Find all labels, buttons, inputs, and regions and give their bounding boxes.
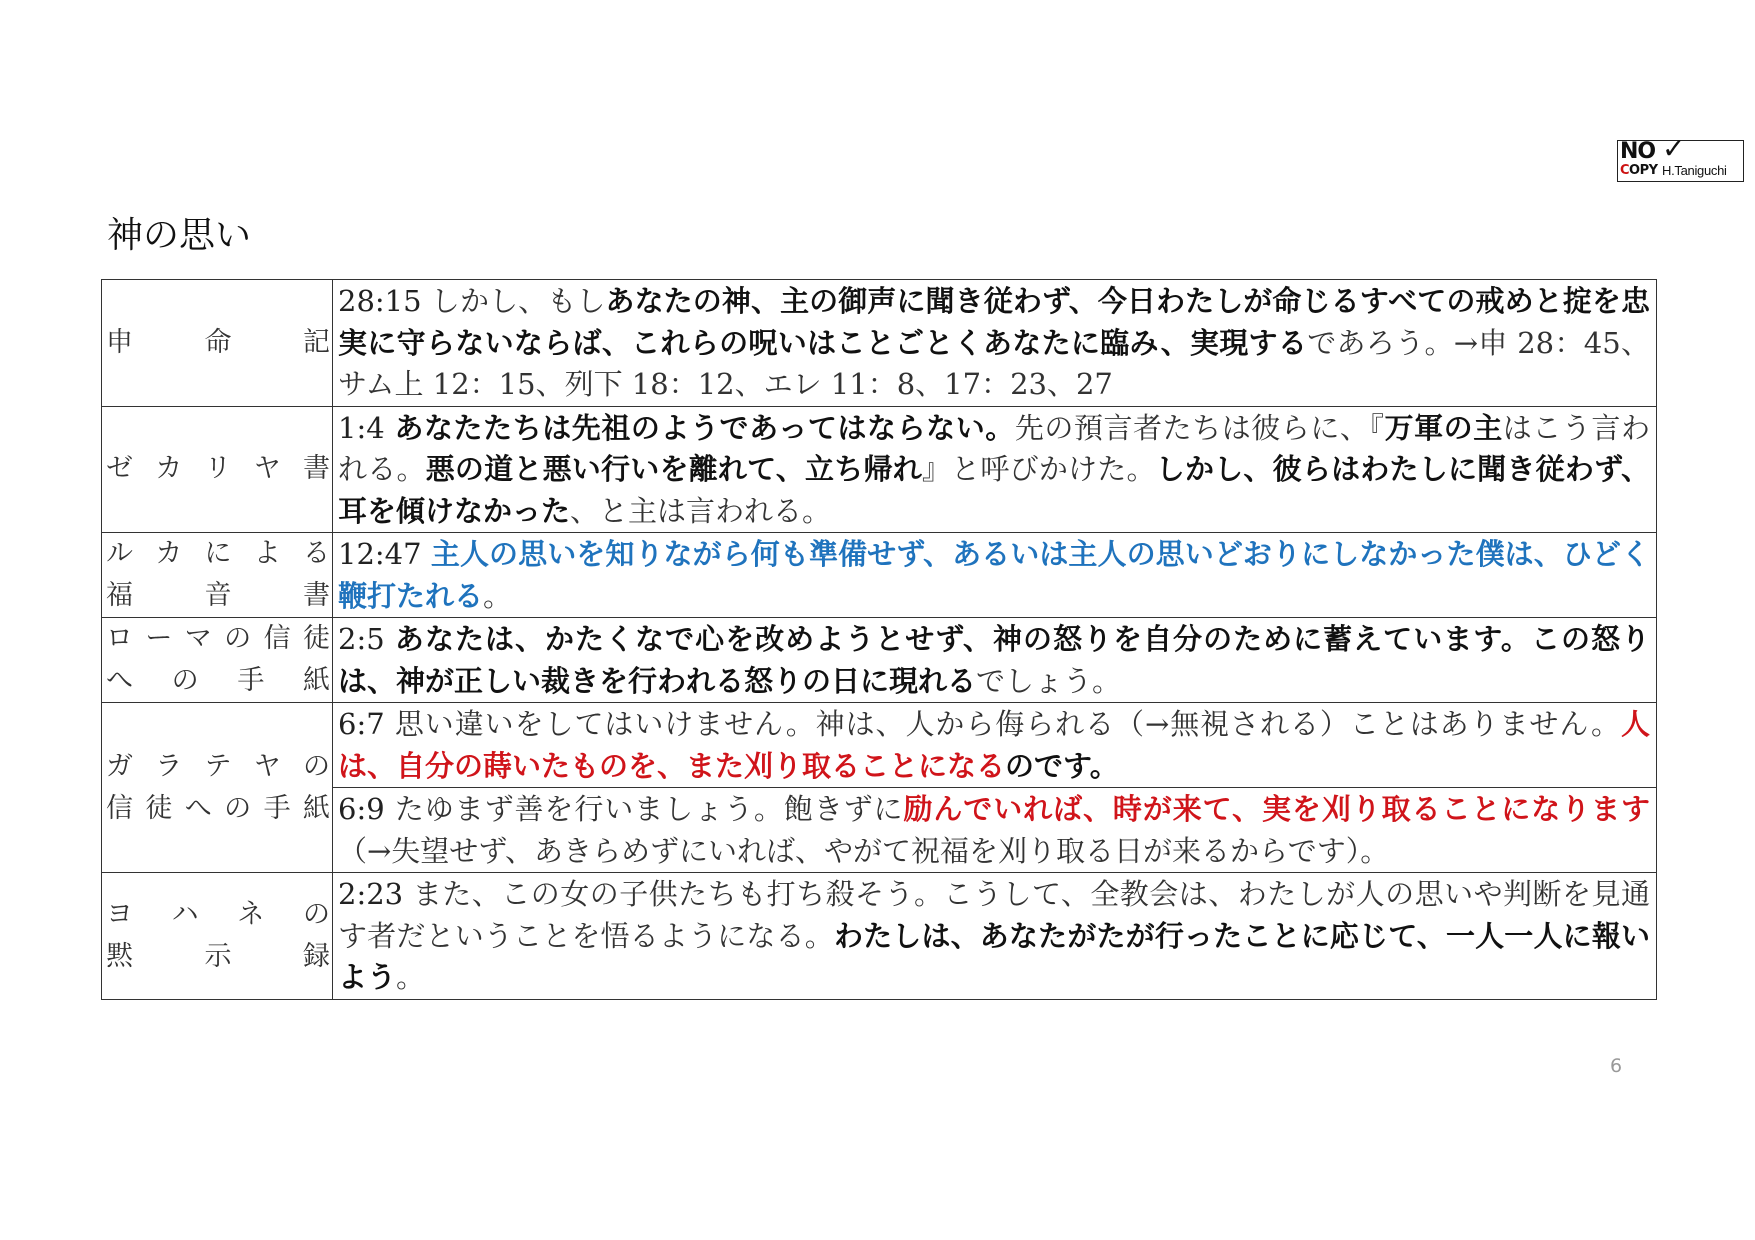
book-cell [102, 703, 333, 873]
book-name-char: る [303, 538, 330, 569]
verse-reference: 6:9 [338, 792, 395, 826]
logo-no-text: NO [1620, 139, 1656, 164]
book-name-char: ハ [171, 898, 199, 930]
book-name-line [102, 322, 332, 364]
verse-reference: 28:15 [338, 284, 431, 318]
book-name-line [102, 894, 332, 936]
verse-text-segment: 。 [396, 960, 426, 994]
verse-cell [333, 533, 1657, 618]
book-name-line [102, 660, 332, 702]
verse-cell [333, 280, 1657, 407]
book-name-char: ネ [237, 898, 265, 930]
verse-text-segment: 、と主は言われる。 [570, 493, 832, 528]
verse-text-segment: 万軍の主 [1384, 410, 1503, 445]
book-cell [102, 406, 333, 533]
book-name-char: ゼ [106, 453, 133, 485]
book-name-char: 福 [106, 580, 133, 611]
verse-reference: 2:5 [338, 622, 395, 656]
verse-text-segment: あなたは、かたくなで心を改めようとせず、神の怒りを自分のために蓄えています。この怒りは、神が正しい裁きを行われる怒りの日に現れる [338, 622, 1651, 698]
book-name-char: ヤ [253, 453, 281, 485]
book-name-line [102, 533, 332, 575]
verse-text-segment: 先の預言者たちは彼らに、『 [1014, 410, 1385, 445]
book-name-char: へ [184, 792, 212, 824]
book-cell [102, 873, 333, 1000]
book-name-line [102, 936, 332, 978]
book-name-char: 記 [303, 326, 330, 358]
verse-reference: 1:4 [338, 410, 395, 445]
book-name-char: 示 [204, 940, 232, 972]
book-name-line [102, 618, 332, 660]
book-name-char: 紙 [302, 792, 330, 824]
verse-reference: 12:47 [338, 537, 431, 571]
verse-text-segment: 励んでいれば、時が来て、実を刈り取ることになります [903, 792, 1650, 826]
verse-text-segment: あなたの神、主の御声に聞き従わず、今日わたしが命じるすべての戒めと掟を忠実に守らないならば、これらの呪いはことごとくあなたに臨み、実現する [338, 284, 1650, 360]
book-name-char: 音 [204, 580, 232, 611]
book-cell [102, 618, 333, 703]
verse-text-segment: でしょう。 [976, 663, 1122, 698]
logo-copy-text [1620, 163, 1658, 179]
table-row [102, 280, 1657, 407]
book-name-char: ヨ [106, 898, 133, 930]
book-name-char: ー [145, 623, 173, 654]
book-name-char: 信 [263, 623, 291, 654]
book-name-line [102, 575, 332, 617]
verse-text-segment: 思い違いをしてはいけません。神は、人から侮られる（→無視される）ことはありません。 [394, 707, 1621, 741]
verse-text-segment: 人は、自分の蒔いたものを、また刈り取ることになる [338, 707, 1651, 783]
book-name-char: 徒 [302, 623, 330, 654]
verse-text-segment: 。 [483, 578, 513, 613]
table-row [102, 533, 1657, 618]
book-name-char: カ [155, 538, 183, 569]
book-cell [102, 533, 333, 618]
verse-text-segment: 主人の思いを知りながら何も準備せず、あるいは主人の思いどおりにしなかった僕は、ひどく鞭打たれる [338, 537, 1651, 613]
logo-copy-rest: OPY [1629, 163, 1658, 178]
book-name-char: へ [106, 665, 133, 696]
table-row [102, 703, 1657, 788]
verse-text-segment: たゆまず善を行いましょう。飽きずに [394, 792, 904, 826]
verse-text-segment: であろう。→申 28：45、サム上 12：15、列下 18：12、エレ 11：8、17：23、27 [338, 325, 1650, 401]
verse-text-segment: 』と呼びかけた。 [921, 452, 1156, 486]
book-name-char: 書 [303, 580, 330, 611]
logo-author: H.Taniguchi [1662, 163, 1727, 178]
verse-text-segment: 悪の道と悪い行いを離れて、立ち帰れ [425, 452, 922, 486]
page-title: 神の思い [107, 215, 252, 256]
verse-cell [333, 703, 1657, 788]
table-row [102, 406, 1657, 533]
book-name-line [102, 788, 332, 830]
book-name-char: 手 [237, 665, 265, 696]
verse-cell [333, 618, 1657, 703]
verse-cell [333, 406, 1657, 533]
book-name-line [102, 448, 332, 490]
table-row [102, 618, 1657, 703]
book-name-char: ラ [155, 750, 183, 782]
book-name-char: 手 [263, 792, 291, 824]
verse-reference: 6:7 [338, 707, 395, 741]
book-name-char: の [302, 898, 330, 930]
verse-text-segment: わたしは、あなたがたが行ったことに応じて、一人一人に報いよう [338, 918, 1650, 994]
book-name-char: テ [204, 750, 232, 782]
book-cell [102, 280, 333, 407]
page-number: 6 [1609, 1055, 1623, 1077]
book-name-char: の [224, 623, 252, 654]
verse-cell [333, 788, 1657, 873]
no-copy-logo [1617, 132, 1744, 182]
book-name-char: 書 [303, 453, 330, 485]
verse-text-segment: また、この女の子供たちも打ち殺そう。こうして、全教会は、わたしが人の思いや判断を見通す者だということを悟るようになる。 [338, 877, 1650, 953]
book-name-char: ガ [106, 750, 133, 782]
book-name-char: ル [106, 538, 133, 569]
verse-cell [333, 873, 1657, 1000]
verse-reference: 2:23 [338, 877, 413, 911]
verse-text-segment: あなたたちは先祖のようであってはならない。 [394, 410, 1015, 445]
verse-text-segment: しかし、彼らはわたしに聞き従わず、耳を傾けなかった [338, 452, 1650, 528]
book-name-char: 申 [106, 326, 133, 358]
verse-text-segment: しかし、もし [430, 284, 606, 318]
book-name-char: に [204, 538, 232, 569]
table-row [102, 788, 1657, 873]
logo-copy-initial: C [1620, 163, 1630, 178]
book-name-char: カ [155, 453, 183, 485]
book-name-char: 紙 [302, 665, 330, 696]
book-name-char: 命 [204, 326, 232, 358]
book-name-char: マ [184, 623, 212, 654]
book-name-char: よ [253, 538, 281, 569]
book-name-char: 録 [303, 940, 330, 972]
verse-text-segment: はこう言われる。 [338, 410, 1650, 486]
book-name-char: の [224, 792, 252, 824]
verse-text-segment: のです。 [1005, 748, 1119, 783]
verse-table [101, 279, 1657, 1000]
book-name-char: の [171, 665, 199, 696]
book-name-char: 徒 [145, 792, 173, 824]
verse-text-segment: （→失望せず、あきらめずにいれば、やがて祝福を刈り取る日が来るからです）。 [338, 833, 1390, 868]
book-name-char: 信 [106, 792, 133, 824]
checkmark-icon: ✓ [1662, 132, 1686, 165]
book-name-char: の [303, 750, 330, 782]
book-name-line [102, 746, 332, 788]
book-name-char: ロ [106, 623, 133, 654]
book-name-char: リ [204, 453, 232, 485]
table-row [102, 873, 1657, 1000]
book-name-char: 黙 [106, 940, 133, 972]
book-name-char: ヤ [253, 750, 281, 782]
